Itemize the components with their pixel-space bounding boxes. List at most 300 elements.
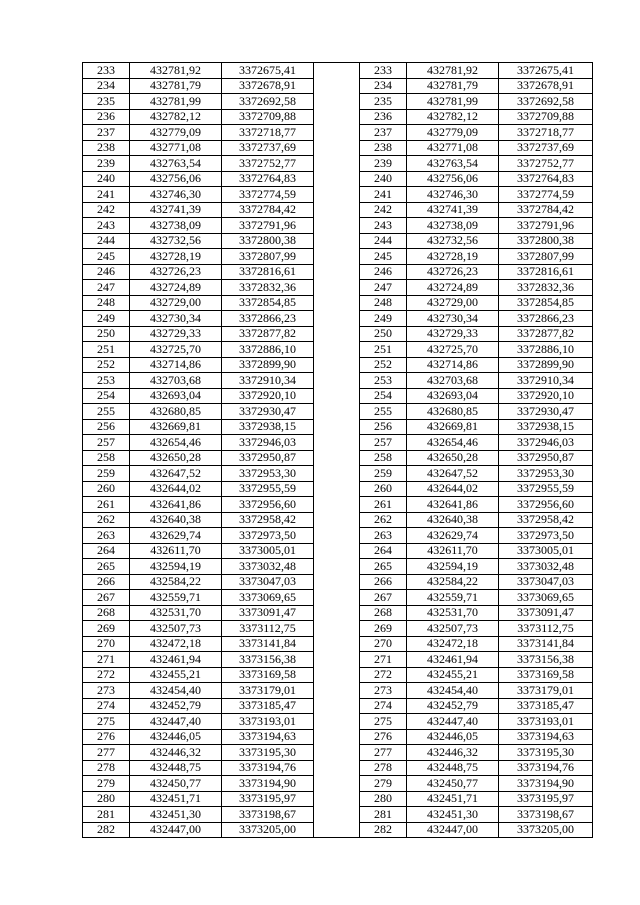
x-coordinate-cell: 432724,89 xyxy=(407,280,499,296)
x-coordinate-cell: 432644,02 xyxy=(130,481,222,497)
point-number-cell: 248 xyxy=(83,295,130,311)
x-coordinate-cell: 432452,79 xyxy=(407,698,499,714)
table-row xyxy=(83,745,593,761)
x-coordinate-cell: 432448,75 xyxy=(407,760,499,776)
y-coordinate-cell: 3372737,69 xyxy=(222,140,314,156)
point-number-cell: 256 xyxy=(360,419,407,435)
y-coordinate-cell: 3373069,65 xyxy=(499,590,593,606)
y-coordinate-cell: 3373185,47 xyxy=(222,698,314,714)
y-coordinate-cell: 3372832,36 xyxy=(499,280,593,296)
x-coordinate-cell: 432647,52 xyxy=(130,466,222,482)
x-coordinate-cell: 432452,79 xyxy=(130,698,222,714)
point-number-cell: 255 xyxy=(83,404,130,420)
spacer-cell xyxy=(314,94,360,110)
spacer-cell xyxy=(314,140,360,156)
point-number-cell: 248 xyxy=(360,295,407,311)
table-row xyxy=(83,528,593,544)
y-coordinate-cell: 3372675,41 xyxy=(222,63,314,79)
point-number-cell: 261 xyxy=(83,497,130,513)
x-coordinate-cell: 432461,94 xyxy=(407,652,499,668)
point-number-cell: 233 xyxy=(360,63,407,79)
point-number-cell: 257 xyxy=(83,435,130,451)
y-coordinate-cell: 3373194,76 xyxy=(222,760,314,776)
y-coordinate-cell: 3373205,00 xyxy=(222,822,314,838)
x-coordinate-cell: 432531,70 xyxy=(407,605,499,621)
point-number-cell: 260 xyxy=(83,481,130,497)
y-coordinate-cell: 3372807,99 xyxy=(499,249,593,265)
point-number-cell: 268 xyxy=(83,605,130,621)
y-coordinate-cell: 3372764,83 xyxy=(499,171,593,187)
spacer-cell xyxy=(314,528,360,544)
point-number-cell: 243 xyxy=(360,218,407,234)
point-number-cell: 268 xyxy=(360,605,407,621)
y-coordinate-cell: 3372953,30 xyxy=(222,466,314,482)
table-row xyxy=(83,326,593,342)
y-coordinate-cell: 3372692,58 xyxy=(499,94,593,110)
spacer-cell xyxy=(314,419,360,435)
point-number-cell: 247 xyxy=(360,280,407,296)
x-coordinate-cell: 432763,54 xyxy=(407,156,499,172)
point-number-cell: 243 xyxy=(83,218,130,234)
table-row xyxy=(83,729,593,745)
spacer-cell xyxy=(314,559,360,575)
point-number-cell: 255 xyxy=(360,404,407,420)
point-number-cell: 252 xyxy=(83,357,130,373)
y-coordinate-cell: 3372675,41 xyxy=(499,63,593,79)
point-number-cell: 264 xyxy=(83,543,130,559)
point-number-cell: 241 xyxy=(83,187,130,203)
table-row xyxy=(83,295,593,311)
spacer-cell xyxy=(314,636,360,652)
x-coordinate-cell: 432454,40 xyxy=(130,683,222,699)
y-coordinate-cell: 3373194,63 xyxy=(222,729,314,745)
spacer-cell xyxy=(314,78,360,94)
y-coordinate-cell: 3373005,01 xyxy=(222,543,314,559)
y-coordinate-cell: 3372816,61 xyxy=(222,264,314,280)
point-number-cell: 272 xyxy=(360,667,407,683)
x-coordinate-cell: 432650,28 xyxy=(407,450,499,466)
x-coordinate-cell: 432448,75 xyxy=(130,760,222,776)
point-number-cell: 263 xyxy=(83,528,130,544)
spacer-cell xyxy=(314,311,360,327)
point-number-cell: 278 xyxy=(360,760,407,776)
y-coordinate-cell: 3373091,47 xyxy=(222,605,314,621)
spacer-cell xyxy=(314,807,360,823)
point-number-cell: 279 xyxy=(83,776,130,792)
x-coordinate-cell: 432725,70 xyxy=(407,342,499,358)
x-coordinate-cell: 432640,38 xyxy=(130,512,222,528)
y-coordinate-cell: 3372958,42 xyxy=(222,512,314,528)
spacer-cell xyxy=(314,404,360,420)
x-coordinate-cell: 432779,09 xyxy=(407,125,499,141)
point-number-cell: 245 xyxy=(360,249,407,265)
table-row xyxy=(83,466,593,482)
y-coordinate-cell: 3372784,42 xyxy=(222,202,314,218)
y-coordinate-cell: 3372958,42 xyxy=(499,512,593,528)
point-number-cell: 258 xyxy=(83,450,130,466)
spacer-cell xyxy=(314,295,360,311)
table-row xyxy=(83,667,593,683)
point-number-cell: 234 xyxy=(83,78,130,94)
table-row xyxy=(83,652,593,668)
point-number-cell: 260 xyxy=(360,481,407,497)
y-coordinate-cell: 3372718,77 xyxy=(499,125,593,141)
y-coordinate-cell: 3373047,03 xyxy=(499,574,593,590)
table-row xyxy=(83,714,593,730)
x-coordinate-cell: 432781,92 xyxy=(407,63,499,79)
spacer-cell xyxy=(314,156,360,172)
y-coordinate-cell: 3373169,58 xyxy=(222,667,314,683)
y-coordinate-cell: 3372953,30 xyxy=(499,466,593,482)
x-coordinate-cell: 432451,71 xyxy=(407,791,499,807)
point-number-cell: 254 xyxy=(360,388,407,404)
y-coordinate-cell: 3372886,10 xyxy=(222,342,314,358)
x-coordinate-cell: 432781,99 xyxy=(130,94,222,110)
point-number-cell: 266 xyxy=(83,574,130,590)
x-coordinate-cell: 432447,40 xyxy=(407,714,499,730)
y-coordinate-cell: 3372955,59 xyxy=(222,481,314,497)
y-coordinate-cell: 3372854,85 xyxy=(222,295,314,311)
spacer-cell xyxy=(314,497,360,513)
x-coordinate-cell: 432771,08 xyxy=(407,140,499,156)
table-row xyxy=(83,187,593,203)
x-coordinate-cell: 432455,21 xyxy=(130,667,222,683)
x-coordinate-cell: 432559,71 xyxy=(407,590,499,606)
point-number-cell: 244 xyxy=(83,233,130,249)
table-row xyxy=(83,404,593,420)
spacer-cell xyxy=(314,171,360,187)
point-number-cell: 239 xyxy=(360,156,407,172)
point-number-cell: 233 xyxy=(83,63,130,79)
spacer-cell xyxy=(314,218,360,234)
point-number-cell: 239 xyxy=(83,156,130,172)
y-coordinate-cell: 3373091,47 xyxy=(499,605,593,621)
point-number-cell: 270 xyxy=(83,636,130,652)
y-coordinate-cell: 3373032,48 xyxy=(499,559,593,575)
y-coordinate-cell: 3373198,67 xyxy=(499,807,593,823)
table-row xyxy=(83,373,593,389)
spacer-cell xyxy=(314,326,360,342)
table-row xyxy=(83,171,593,187)
y-coordinate-cell: 3372950,87 xyxy=(222,450,314,466)
point-number-cell: 240 xyxy=(83,171,130,187)
y-coordinate-cell: 3372877,82 xyxy=(222,326,314,342)
x-coordinate-cell: 432729,33 xyxy=(407,326,499,342)
point-number-cell: 276 xyxy=(83,729,130,745)
x-coordinate-cell: 432729,00 xyxy=(407,295,499,311)
point-number-cell: 281 xyxy=(360,807,407,823)
point-number-cell: 246 xyxy=(360,264,407,280)
x-coordinate-cell: 432647,52 xyxy=(407,466,499,482)
x-coordinate-cell: 432680,85 xyxy=(407,404,499,420)
point-number-cell: 254 xyxy=(83,388,130,404)
point-number-cell: 281 xyxy=(83,807,130,823)
y-coordinate-cell: 3372973,50 xyxy=(499,528,593,544)
x-coordinate-cell: 432779,09 xyxy=(130,125,222,141)
y-coordinate-cell: 3372950,87 xyxy=(499,450,593,466)
y-coordinate-cell: 3372938,15 xyxy=(499,419,593,435)
point-number-cell: 250 xyxy=(83,326,130,342)
point-number-cell: 264 xyxy=(360,543,407,559)
y-coordinate-cell: 3372955,59 xyxy=(499,481,593,497)
table-row xyxy=(83,140,593,156)
point-number-cell: 273 xyxy=(83,683,130,699)
y-coordinate-cell: 3373069,65 xyxy=(222,590,314,606)
table-row xyxy=(83,388,593,404)
x-coordinate-cell: 432450,77 xyxy=(407,776,499,792)
x-coordinate-cell: 432507,73 xyxy=(407,621,499,637)
table-row xyxy=(83,807,593,823)
spacer-cell xyxy=(314,466,360,482)
table-row xyxy=(83,481,593,497)
spacer-cell xyxy=(314,450,360,466)
x-coordinate-cell: 432756,06 xyxy=(130,171,222,187)
table-row xyxy=(83,621,593,637)
point-number-cell: 262 xyxy=(360,512,407,528)
spacer-cell xyxy=(314,249,360,265)
y-coordinate-cell: 3372774,59 xyxy=(499,187,593,203)
x-coordinate-cell: 432730,34 xyxy=(130,311,222,327)
x-coordinate-cell: 432451,30 xyxy=(407,807,499,823)
y-coordinate-cell: 3372692,58 xyxy=(222,94,314,110)
spacer-cell xyxy=(314,729,360,745)
point-number-cell: 280 xyxy=(360,791,407,807)
x-coordinate-cell: 432641,86 xyxy=(130,497,222,513)
x-coordinate-cell: 432447,40 xyxy=(130,714,222,730)
y-coordinate-cell: 3372791,96 xyxy=(222,218,314,234)
point-number-cell: 240 xyxy=(360,171,407,187)
x-coordinate-cell: 432472,18 xyxy=(130,636,222,652)
x-coordinate-cell: 432629,74 xyxy=(407,528,499,544)
y-coordinate-cell: 3373185,47 xyxy=(499,698,593,714)
table-row xyxy=(83,419,593,435)
x-coordinate-cell: 432726,23 xyxy=(130,264,222,280)
table-row xyxy=(83,125,593,141)
y-coordinate-cell: 3373032,48 xyxy=(222,559,314,575)
point-number-cell: 235 xyxy=(360,94,407,110)
table-row xyxy=(83,605,593,621)
y-coordinate-cell: 3372956,60 xyxy=(222,497,314,513)
x-coordinate-cell: 432629,74 xyxy=(130,528,222,544)
spacer-cell xyxy=(314,357,360,373)
x-coordinate-cell: 432640,38 xyxy=(407,512,499,528)
spacer-cell xyxy=(314,791,360,807)
spacer-cell xyxy=(314,652,360,668)
x-coordinate-cell: 432611,70 xyxy=(130,543,222,559)
point-number-cell: 282 xyxy=(83,822,130,838)
x-coordinate-cell: 432451,71 xyxy=(130,791,222,807)
x-coordinate-cell: 432693,04 xyxy=(130,388,222,404)
point-number-cell: 270 xyxy=(360,636,407,652)
spacer-cell xyxy=(314,822,360,838)
point-number-cell: 253 xyxy=(360,373,407,389)
coordinates-table-body xyxy=(83,63,593,838)
point-number-cell: 242 xyxy=(360,202,407,218)
table-row xyxy=(83,264,593,280)
y-coordinate-cell: 3373193,01 xyxy=(222,714,314,730)
table-row xyxy=(83,357,593,373)
point-number-cell: 236 xyxy=(83,109,130,125)
spacer-cell xyxy=(314,187,360,203)
table-row xyxy=(83,249,593,265)
table-row xyxy=(83,683,593,699)
spacer-cell xyxy=(314,125,360,141)
table-row xyxy=(83,218,593,234)
y-coordinate-cell: 3372938,15 xyxy=(222,419,314,435)
x-coordinate-cell: 432714,86 xyxy=(407,357,499,373)
table-row xyxy=(83,233,593,249)
point-number-cell: 277 xyxy=(83,745,130,761)
y-coordinate-cell: 3372973,50 xyxy=(222,528,314,544)
table-row xyxy=(83,450,593,466)
table-row xyxy=(83,109,593,125)
spacer-cell xyxy=(314,388,360,404)
x-coordinate-cell: 432454,40 xyxy=(407,683,499,699)
x-coordinate-cell: 432559,71 xyxy=(130,590,222,606)
x-coordinate-cell: 432650,28 xyxy=(130,450,222,466)
point-number-cell: 242 xyxy=(83,202,130,218)
point-number-cell: 267 xyxy=(360,590,407,606)
x-coordinate-cell: 432654,46 xyxy=(407,435,499,451)
point-number-cell: 274 xyxy=(360,698,407,714)
x-coordinate-cell: 432781,79 xyxy=(130,78,222,94)
x-coordinate-cell: 432451,30 xyxy=(130,807,222,823)
y-coordinate-cell: 3373047,03 xyxy=(222,574,314,590)
y-coordinate-cell: 3372920,10 xyxy=(499,388,593,404)
point-number-cell: 274 xyxy=(83,698,130,714)
spacer-cell xyxy=(314,512,360,528)
x-coordinate-cell: 432728,19 xyxy=(407,249,499,265)
point-number-cell: 279 xyxy=(360,776,407,792)
y-coordinate-cell: 3373195,30 xyxy=(222,745,314,761)
point-number-cell: 282 xyxy=(360,822,407,838)
x-coordinate-cell: 432594,19 xyxy=(130,559,222,575)
table-row xyxy=(83,512,593,528)
point-number-cell: 263 xyxy=(360,528,407,544)
y-coordinate-cell: 3372737,69 xyxy=(499,140,593,156)
table-row xyxy=(83,776,593,792)
y-coordinate-cell: 3372866,23 xyxy=(222,311,314,327)
spacer-cell xyxy=(314,342,360,358)
x-coordinate-cell: 432594,19 xyxy=(407,559,499,575)
spacer-cell xyxy=(314,590,360,606)
y-coordinate-cell: 3372877,82 xyxy=(499,326,593,342)
y-coordinate-cell: 3372946,03 xyxy=(499,435,593,451)
point-number-cell: 238 xyxy=(83,140,130,156)
y-coordinate-cell: 3373141,84 xyxy=(499,636,593,652)
point-number-cell: 257 xyxy=(360,435,407,451)
y-coordinate-cell: 3372752,77 xyxy=(499,156,593,172)
spacer-cell xyxy=(314,574,360,590)
point-number-cell: 247 xyxy=(83,280,130,296)
y-coordinate-cell: 3372899,90 xyxy=(499,357,593,373)
x-coordinate-cell: 432746,30 xyxy=(130,187,222,203)
y-coordinate-cell: 3373179,01 xyxy=(499,683,593,699)
y-coordinate-cell: 3373156,38 xyxy=(222,652,314,668)
y-coordinate-cell: 3372800,38 xyxy=(222,233,314,249)
table-row xyxy=(83,636,593,652)
x-coordinate-cell: 432669,81 xyxy=(407,419,499,435)
spacer-cell xyxy=(314,683,360,699)
spacer-cell xyxy=(314,698,360,714)
point-number-cell: 266 xyxy=(360,574,407,590)
y-coordinate-cell: 3373195,97 xyxy=(499,791,593,807)
y-coordinate-cell: 3372899,90 xyxy=(222,357,314,373)
x-coordinate-cell: 432680,85 xyxy=(130,404,222,420)
y-coordinate-cell: 3373195,97 xyxy=(222,791,314,807)
table-row xyxy=(83,94,593,110)
y-coordinate-cell: 3373112,75 xyxy=(222,621,314,637)
point-number-cell: 237 xyxy=(360,125,407,141)
y-coordinate-cell: 3373194,63 xyxy=(499,729,593,745)
spacer-cell xyxy=(314,745,360,761)
x-coordinate-cell: 432450,77 xyxy=(130,776,222,792)
x-coordinate-cell: 432763,54 xyxy=(130,156,222,172)
point-number-cell: 251 xyxy=(360,342,407,358)
y-coordinate-cell: 3372956,60 xyxy=(499,497,593,513)
point-number-cell: 244 xyxy=(360,233,407,249)
spacer-cell xyxy=(314,667,360,683)
x-coordinate-cell: 432703,68 xyxy=(130,373,222,389)
x-coordinate-cell: 432729,33 xyxy=(130,326,222,342)
y-coordinate-cell: 3373156,38 xyxy=(499,652,593,668)
y-coordinate-cell: 3372910,34 xyxy=(499,373,593,389)
x-coordinate-cell: 432714,86 xyxy=(130,357,222,373)
y-coordinate-cell: 3372854,85 xyxy=(499,295,593,311)
x-coordinate-cell: 432730,34 xyxy=(407,311,499,327)
table-row xyxy=(83,559,593,575)
x-coordinate-cell: 432447,00 xyxy=(130,822,222,838)
x-coordinate-cell: 432446,32 xyxy=(130,745,222,761)
x-coordinate-cell: 432781,92 xyxy=(130,63,222,79)
y-coordinate-cell: 3373194,90 xyxy=(222,776,314,792)
table-row xyxy=(83,342,593,358)
y-coordinate-cell: 3372678,91 xyxy=(222,78,314,94)
x-coordinate-cell: 432644,02 xyxy=(407,481,499,497)
point-number-cell: 265 xyxy=(360,559,407,575)
x-coordinate-cell: 432584,22 xyxy=(407,574,499,590)
table-row xyxy=(83,280,593,296)
point-number-cell: 259 xyxy=(360,466,407,482)
x-coordinate-cell: 432756,06 xyxy=(407,171,499,187)
point-number-cell: 256 xyxy=(83,419,130,435)
x-coordinate-cell: 432782,12 xyxy=(130,109,222,125)
x-coordinate-cell: 432726,23 xyxy=(407,264,499,280)
point-number-cell: 237 xyxy=(83,125,130,141)
point-number-cell: 259 xyxy=(83,466,130,482)
y-coordinate-cell: 3372709,88 xyxy=(499,109,593,125)
point-number-cell: 269 xyxy=(360,621,407,637)
y-coordinate-cell: 3372832,36 xyxy=(222,280,314,296)
x-coordinate-cell: 432782,12 xyxy=(407,109,499,125)
spacer-cell xyxy=(314,605,360,621)
y-coordinate-cell: 3372784,42 xyxy=(499,202,593,218)
y-coordinate-cell: 3373194,90 xyxy=(499,776,593,792)
y-coordinate-cell: 3373194,76 xyxy=(499,760,593,776)
table-row xyxy=(83,822,593,838)
x-coordinate-cell: 432472,18 xyxy=(407,636,499,652)
x-coordinate-cell: 432611,70 xyxy=(407,543,499,559)
point-number-cell: 252 xyxy=(360,357,407,373)
table-row xyxy=(83,760,593,776)
x-coordinate-cell: 432703,68 xyxy=(407,373,499,389)
x-coordinate-cell: 432732,56 xyxy=(130,233,222,249)
x-coordinate-cell: 432461,94 xyxy=(130,652,222,668)
table-row xyxy=(83,156,593,172)
x-coordinate-cell: 432446,32 xyxy=(407,745,499,761)
spacer-cell xyxy=(314,543,360,559)
spacer-cell xyxy=(314,280,360,296)
